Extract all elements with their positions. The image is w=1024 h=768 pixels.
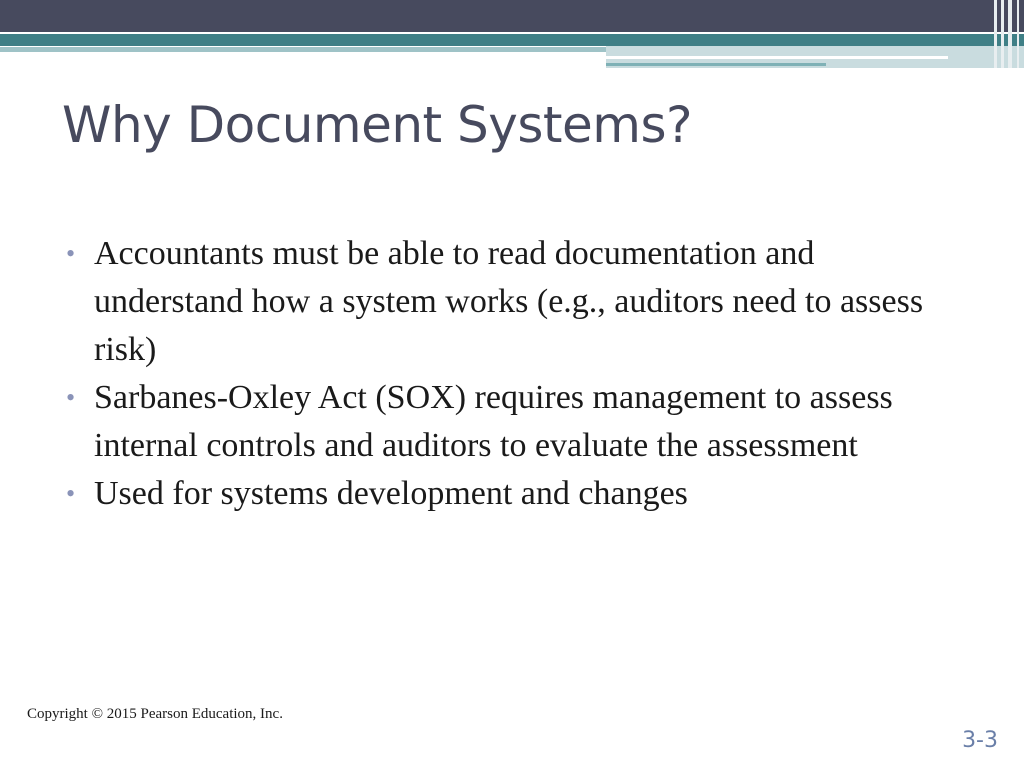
bullet-marker: • [66, 239, 76, 268]
bullet-text: Accountants must be able to read documentation and understand how a system works (e.g., auditors need to assess risk) [94, 235, 924, 368]
slide-title: Why Document Systems? [62, 96, 693, 154]
bullet-item [66, 470, 966, 518]
bullet-list [66, 230, 966, 518]
bullet-text: Used for systems development and changes [94, 475, 688, 512]
bullet-text: Sarbanes-Oxley Act (SOX) requires management to assess internal controls and auditors to evaluate the assessment [94, 379, 893, 464]
bullet-item [66, 374, 966, 470]
header-band-dark [0, 0, 1024, 32]
bullet-marker: • [66, 479, 76, 508]
copyright-notice: Copyright © 2015 Pearson Education, Inc. [27, 706, 283, 722]
bullet-item [66, 230, 966, 374]
bullet-marker: • [66, 383, 76, 412]
slide-number: 3-3 [962, 728, 998, 753]
header-accent-line [606, 63, 826, 66]
header-accent-line [606, 56, 948, 59]
header-band-teal [0, 34, 1024, 46]
header-vertical-bars [992, 0, 1024, 68]
